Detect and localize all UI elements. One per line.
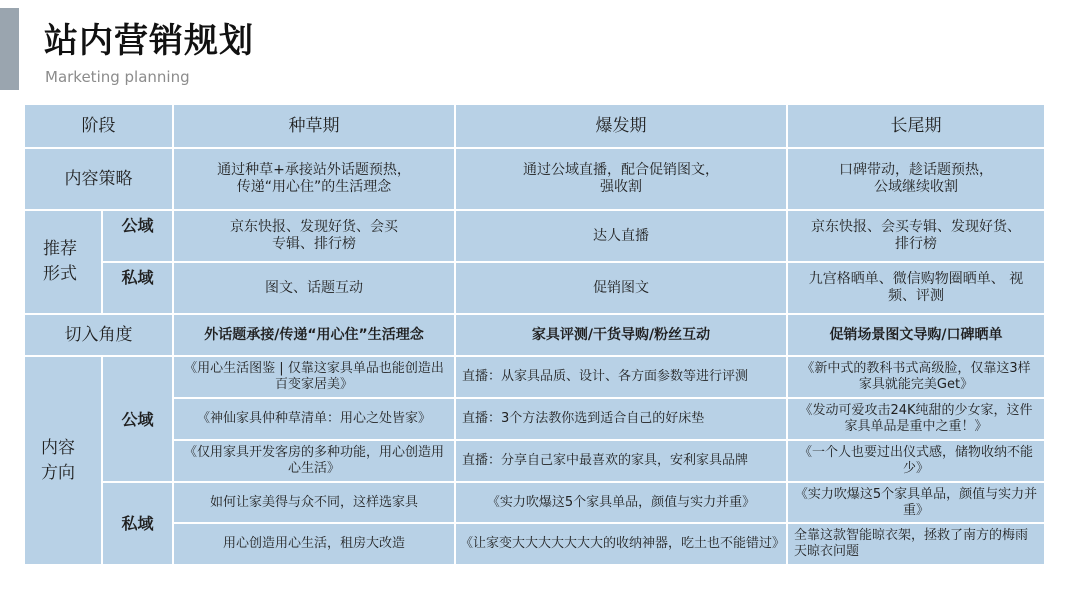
table-cell: 《发动可爱攻击24K纯甜的少女家，这件 家具单品是重中之重！》 [787, 398, 1045, 440]
table-cell: 促销图文 [455, 262, 787, 314]
recommended-form-public-row [24, 210, 1045, 262]
table-cell: 通过种草+承接站外话题预热， 传递“用心住”的生活理念 [173, 148, 455, 210]
table-cell: 《实力吹爆这5个家具单品，颜值与实力并 重》 [787, 482, 1045, 523]
table-cell: 直播：分享自己家中最喜欢的家具，安利家具品牌 [455, 440, 787, 482]
recommended-form-label: 推荐 形式 [24, 210, 102, 314]
table-cell: 通过公域直播，配合促销图文， 强收割 [455, 148, 787, 210]
content-strategy-label: 内容策略 [24, 148, 173, 210]
content-direction-label: 内容 方向 [24, 356, 102, 565]
entry-angle-label: 切入角度 [24, 314, 173, 356]
table-cell: 《用心生活图鉴 | 仅靠这家具单品也能创造出 百变家居美》 [173, 356, 455, 398]
table-row [24, 398, 1045, 440]
table-cell: 家具评测/干货导购/粉丝互动 [455, 314, 787, 356]
content-direction-private-label: 私域 [102, 482, 173, 565]
recommended-form-private-label: 私域 [102, 262, 173, 314]
table-cell: 《实力吹爆这5个家具单品，颜值与实力并重》 [455, 482, 787, 523]
content-strategy-row [24, 148, 1045, 210]
table-cell: 《一个人也要过出仪式感，储物收纳不能少》 [787, 440, 1045, 482]
recommended-form-private-row [24, 262, 1045, 314]
table-cell: 《让家变大大大大大大大的收纳神器，吃土也不能错过》 [455, 523, 787, 565]
table-cell: 口碑带动，趁话题预热， 公域继续收割 [787, 148, 1045, 210]
table-cell: 直播：从家具品质、设计、各方面参数等进行评测 [455, 356, 787, 398]
table-cell: 京东快报、会买专辑、发现好货、 排行榜 [787, 210, 1045, 262]
page-subtitle: Marketing planning [45, 68, 190, 86]
header-burst-period: 爆发期 [455, 104, 787, 148]
table-cell: 《仅用家具开发客房的多种功能，用心创造用 心生活》 [173, 440, 455, 482]
accent-bar [0, 8, 19, 90]
table-cell: 全靠这款智能晾衣架，拯救了南方的梅雨 天晾衣问题 [787, 523, 1045, 565]
table-row [24, 523, 1045, 565]
table-cell: 如何让家美得与众不同，这样选家具 [173, 482, 455, 523]
table-cell: 《神仙家具仲种草清单：用心之处皆家》 [173, 398, 455, 440]
page-title: 站内营销规划 [44, 21, 254, 61]
table-cell: 促销场景图文导购/口碑晒单 [787, 314, 1045, 356]
table-cell: 达人直播 [455, 210, 787, 262]
table-cell: 《新中式的教科书式高级脸，仅靠这3样 家具就能完美Get》 [787, 356, 1045, 398]
table-cell: 九宫格晒单、微信购物圈晒单、 视 频、评测 [787, 262, 1045, 314]
table-row [24, 440, 1045, 482]
table-cell: 京东快报、发现好货、会买 专辑、排行榜 [173, 210, 455, 262]
header-long-tail-period: 长尾期 [787, 104, 1045, 148]
table-cell: 用心创造用心生活，租房大改造 [173, 523, 455, 565]
table-header-row [24, 104, 1045, 148]
recommended-form-public-label: 公域 [102, 210, 173, 262]
header-stage: 阶段 [24, 104, 173, 148]
marketing-plan-table [23, 103, 1046, 566]
table-cell: 直播：3个方法教你选到适合自己的好床垫 [455, 398, 787, 440]
content-direction-public-label: 公域 [102, 356, 173, 482]
content-direction-public-row [24, 356, 1045, 398]
header-seeding-period: 种草期 [173, 104, 455, 148]
content-direction-private-row [24, 482, 1045, 523]
table-cell: 外话题承接/传递“用心住”生活理念 [173, 314, 455, 356]
entry-angle-row [24, 314, 1045, 356]
table-cell: 图文、话题互动 [173, 262, 455, 314]
